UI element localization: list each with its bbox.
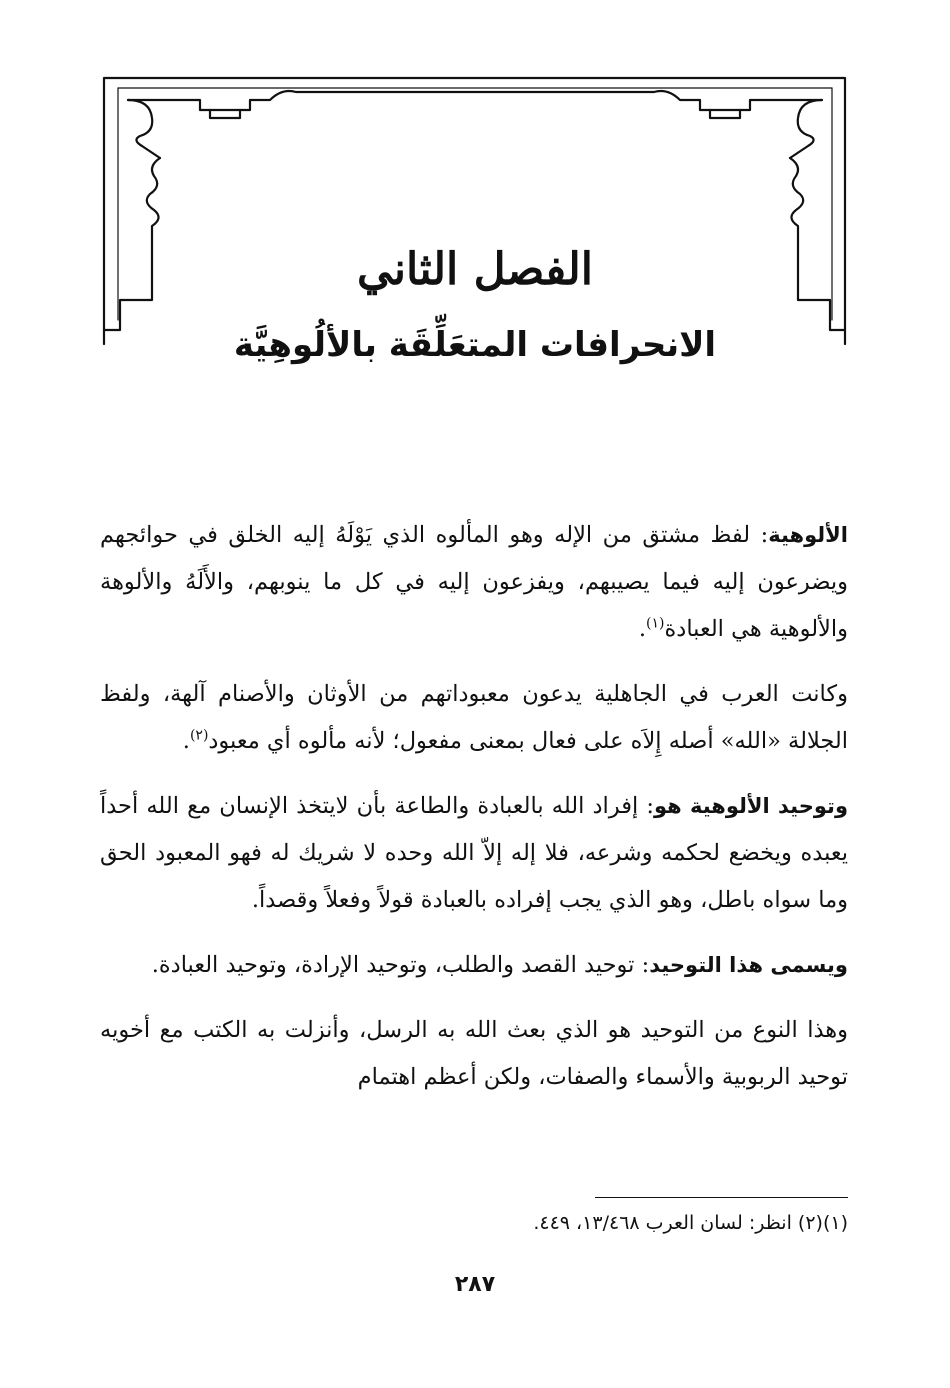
paragraph-text: وكانت العرب في الجاهلية يدعون معبوداتهم من الأوثان والأصنام آلهة، ولفظ الجلالة «الله» أصله إِلاَه على فعال بمعنى مفعول؛ لأنه مألوه أي معبود — [100, 681, 848, 754]
paragraph-text: : لفظ مشتق من الإله وهو المألوه الذي يَوْلَهُ إليه الخلق في حوائجهم ويضرعون إليه فيما يصيبهم، ويفزعون إليه في كل ما ينوبهم، والأَلَهُ والألوهة والألوهية هي العبادة — [100, 522, 848, 642]
paragraph-term: وتوحيد الألوهية هو — [653, 794, 848, 818]
body-text — [100, 512, 848, 1119]
footnote-ref-1: (١) — [646, 615, 665, 632]
paragraph-arabs-gods — [100, 671, 848, 765]
footnote: (١)(٢) انظر: لسان العرب ١٣/٤٦٨، ٤٤٩. — [533, 1212, 848, 1234]
paragraph-uluhiyya-definition — [100, 512, 848, 653]
paragraph-end: . — [638, 616, 647, 642]
paragraph-text: : إفراد الله بالعبادة والطاعة بأن لايتخذ الإنسان مع الله أحداً يعبده ويخضع لحكمه وشرعه، فلا إله إلاّ الله وحده لا شريك له فهو المعبود الحق وما سواه باطل، وهو الذي يجب إفراده بالعبادة قولاً وفعلاً وقصداً. — [100, 793, 848, 913]
chapter-ornamental-frame — [0, 0, 950, 360]
paragraph-term: الألوهية — [768, 523, 848, 547]
paragraph-text: : توحيد القصد والطلب، وتوحيد الإرادة، وتوحيد العبادة. — [151, 952, 650, 978]
paragraph-also-called — [100, 942, 848, 989]
chapter-title: الفصل الثاني — [357, 244, 593, 295]
paragraph-term: ويسمى هذا التوحيد — [649, 953, 848, 977]
footnote-divider — [595, 1197, 848, 1198]
page-number: ٢٨٧ — [454, 1272, 496, 1297]
chapter-subtitle: الانحرافات المتعَلِّقَة بالألُوهِيَّة — [233, 325, 717, 365]
footnote-ref-2: (٢) — [189, 727, 209, 744]
paragraph-text: وهذا النوع من التوحيد هو الذي بعث الله به الرسل، وأنزلت به الكتب مع أخويه توحيد الربوبية والأسماء والصفات، ولكن أعظم اهتمام — [100, 1017, 848, 1090]
paragraph-tawhid-uluhiyya — [100, 783, 848, 924]
paragraph-end: . — [182, 728, 190, 754]
paragraph-messengers — [100, 1007, 848, 1101]
